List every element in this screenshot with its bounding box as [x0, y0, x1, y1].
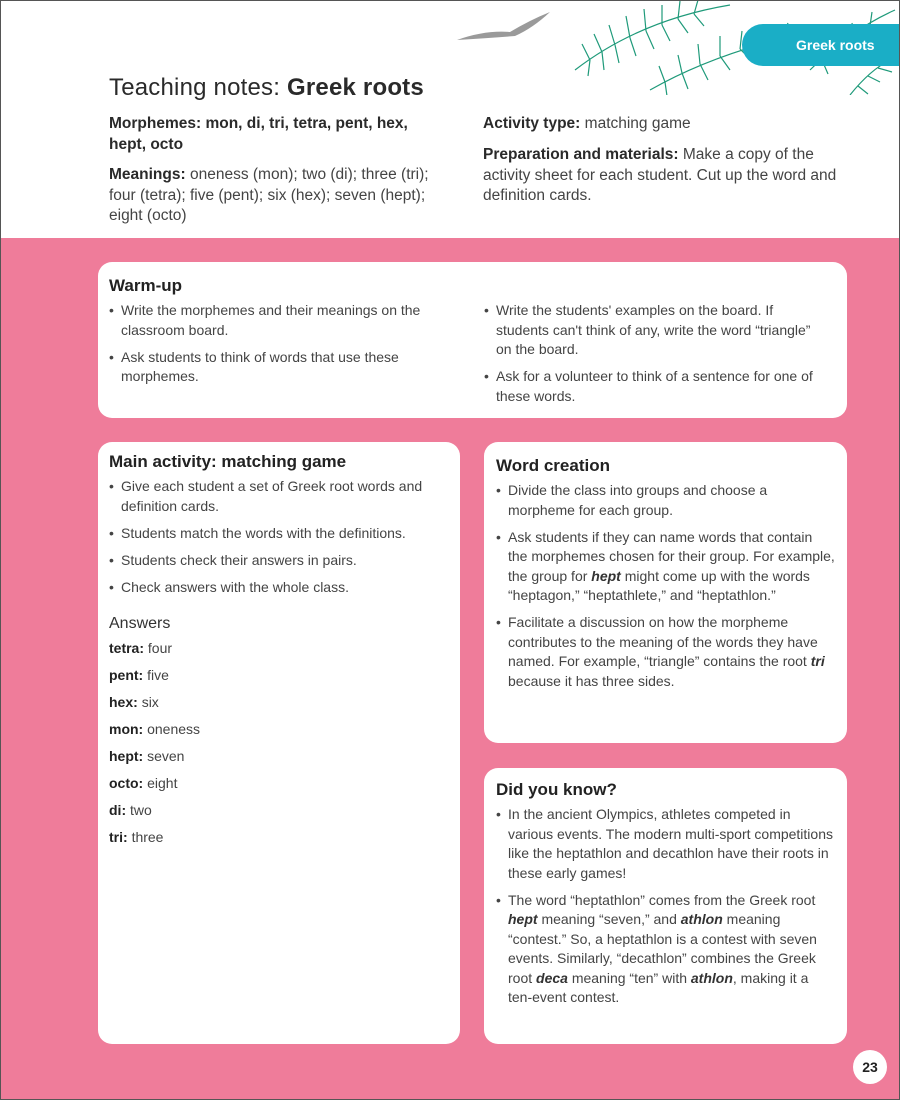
- answer-term: tetra:: [109, 640, 145, 656]
- warmup-card: [98, 262, 847, 418]
- answer-term: pent:: [109, 667, 144, 683]
- emphasis: hept: [591, 567, 621, 584]
- list-item: • Write the morphemes and their meanings on the classroom board.: [109, 301, 454, 340]
- morphemes-value: mon, di, tri, tetra, pent, hex, hept, octo: [109, 115, 408, 153]
- answer-meaning: seven: [147, 748, 185, 764]
- answers-heading: Answers: [109, 615, 171, 632]
- text-span: Facilitate a discussion on how the morpheme contributes to the meaning of the words they have named. For example, “triangle” contains the root: [508, 614, 818, 669]
- morphemes-block: [109, 114, 449, 155]
- list-item: • Check answers with the whole class.: [109, 578, 444, 598]
- activity-type-block: [483, 114, 843, 135]
- page-title: [109, 74, 424, 102]
- list-item: • Divide the class into groups and choose a morpheme for each group.: [496, 481, 835, 520]
- answer-term: octo:: [109, 775, 144, 791]
- text-span: because it has three sides.: [508, 672, 675, 689]
- text-span: The word “heptathlon” comes from the Greek root: [508, 891, 816, 908]
- list-item: [496, 891, 835, 1008]
- emphasis: athlon: [680, 911, 723, 927]
- answer-row: [109, 774, 449, 793]
- answer-row: [109, 720, 449, 739]
- answers-list: [109, 639, 449, 847]
- list-item: • Give each student a set of Greek root words and definition cards.: [109, 477, 444, 516]
- list-item: • Students check their answers in pairs.: [109, 551, 444, 571]
- preparation-block: [483, 145, 843, 207]
- answer-term: di:: [109, 802, 127, 818]
- answer-term: mon:: [109, 721, 144, 737]
- list-item: • Ask students to think of words that use these morphemes.: [109, 348, 454, 387]
- list-item: [496, 528, 835, 606]
- word-creation-heading: Word creation: [496, 456, 610, 475]
- warmup-heading: Warm-up: [109, 276, 183, 295]
- section-tab: Greek roots: [742, 24, 900, 66]
- seagull-icon: [455, 8, 555, 48]
- answer-meaning: five: [147, 667, 169, 683]
- emphasis: athlon: [690, 969, 733, 986]
- answer-meaning: eight: [147, 775, 178, 791]
- answer-row: [109, 828, 449, 847]
- answer-row: [109, 639, 449, 658]
- answer-meaning: two: [130, 802, 152, 818]
- answer-row: [109, 801, 449, 820]
- title-prefix: Teaching notes:: [109, 74, 287, 101]
- list-item: • In the ancient Olympics, athletes competed in various events. The modern multi-sport competitions like the heptathlon and decathlon have their roots in these early games!: [496, 805, 835, 883]
- emphasis: hept: [508, 911, 538, 927]
- did-you-know-list: [496, 805, 835, 1008]
- main-activity-list: [109, 477, 444, 597]
- title-bold: Greek roots: [287, 74, 424, 101]
- text-span: Ask students if they can name words that contain the morphemes chosen for their group. For example, the group for: [508, 528, 835, 584]
- word-creation-card: [484, 442, 847, 743]
- did-you-know-card: [484, 768, 847, 1044]
- answer-meaning: six: [141, 694, 159, 710]
- answer-meaning: oneness: [147, 721, 201, 737]
- text-span: , making it a ten-event contest.: [508, 969, 809, 1005]
- list-item: • Ask for a volunteer to think of a sentence for one of these words.: [484, 367, 829, 406]
- answer-meaning: four: [147, 640, 173, 656]
- answer-meaning: three: [131, 829, 164, 845]
- meanings-label: Meanings:: [109, 166, 186, 183]
- warmup-left-list: [109, 301, 454, 414]
- did-you-know-heading: Did you know?: [496, 780, 617, 799]
- meanings-block: [109, 165, 449, 227]
- main-activity-card: [98, 442, 460, 1044]
- page-number: 23: [853, 1050, 887, 1084]
- emphasis: tri: [810, 653, 825, 669]
- word-creation-list: [496, 481, 835, 691]
- preparation-value: Make a copy of the activity sheet for each student. Cut up the word and definition cards.: [483, 146, 837, 204]
- morphemes-label: Morphemes:: [109, 115, 202, 132]
- text-span: meaning “seven,” and: [537, 911, 681, 927]
- answer-term: hex:: [109, 694, 138, 710]
- main-activity-heading: Main activity: matching game: [109, 452, 347, 471]
- answer-row: [109, 666, 449, 685]
- activity-type-value: matching game: [584, 115, 691, 132]
- activity-type-label: Activity type:: [483, 115, 581, 132]
- answer-term: tri:: [109, 829, 128, 845]
- list-item: • Write the students' examples on the board. If students can't think of any, write the word “triangle” on the board.: [484, 301, 829, 360]
- list-item: [496, 613, 835, 691]
- answer-term: hept:: [109, 748, 144, 764]
- text-span: meaning “contest.” So, a heptathlon is a contest with seven events. Similarly, “decathlon” combines the Greek root: [508, 911, 817, 986]
- warmup-right-list: [484, 301, 829, 414]
- meanings-value: oneness (mon); two (di); three (tri); four (tetra); five (pent); six (hex); seven (hept); eight (octo): [109, 166, 429, 224]
- answer-row: [109, 747, 449, 766]
- answer-row: [109, 693, 449, 712]
- text-span: meaning “ten” with: [567, 969, 691, 986]
- text-span: might come up with the words “heptagon,” “heptathlete,” and “heptathlon.”: [508, 567, 810, 603]
- list-item: • Students match the words with the definitions.: [109, 524, 444, 544]
- emphasis: deca: [536, 969, 568, 986]
- preparation-label: Preparation and materials:: [483, 146, 679, 163]
